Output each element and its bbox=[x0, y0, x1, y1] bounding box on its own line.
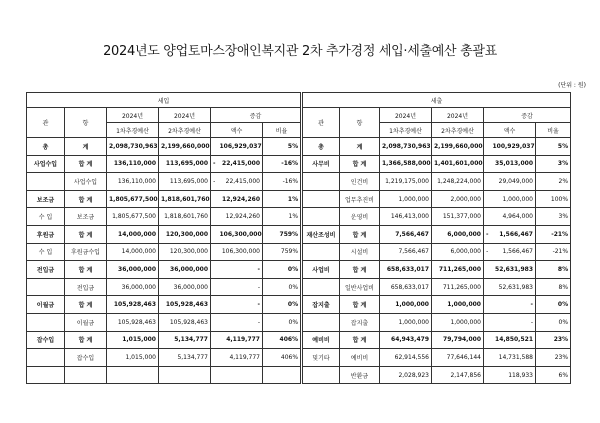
expense-diff-amount-cell: 52,631,983 bbox=[491, 278, 536, 296]
expense-budget2-cell: 79,794,000 bbox=[432, 331, 484, 349]
income-budget2-cell bbox=[159, 366, 211, 384]
expense-table-row bbox=[303, 243, 571, 261]
income-diff-amount-cell: 4,119,777 bbox=[218, 349, 263, 367]
income-diff-rate-cell: 1% bbox=[263, 208, 301, 226]
income-table-row bbox=[27, 190, 301, 208]
income-hang-cell: 잡수입 bbox=[65, 349, 107, 367]
income-diff-rate-cell: 406% bbox=[263, 349, 301, 367]
income-header-diff-amount: 액수 bbox=[211, 123, 263, 138]
income-section-label: 세입 bbox=[27, 93, 301, 108]
income-budget2-cell: 105,928,463 bbox=[159, 296, 211, 314]
expense-budget1-cell: 658,633,017 bbox=[380, 278, 432, 296]
expense-diff-rate-cell: 2% bbox=[536, 173, 571, 191]
expense-table-row bbox=[303, 313, 571, 331]
expense-gwan-cell bbox=[303, 190, 340, 208]
income-minus-cell bbox=[211, 313, 218, 331]
income-section-row bbox=[27, 93, 301, 108]
income-budget2-cell: 113,695,000 bbox=[159, 173, 211, 191]
expense-budget1-cell: 64,943,479 bbox=[380, 331, 432, 349]
income-budget2-cell: 36,000,000 bbox=[159, 278, 211, 296]
expense-budget2-cell: 711,265,000 bbox=[432, 261, 484, 279]
expense-hang-cell: 예비비 bbox=[340, 349, 380, 367]
income-header-row bbox=[27, 108, 301, 123]
income-diff-rate-cell: 0% bbox=[263, 313, 301, 331]
expense-minus-cell bbox=[484, 208, 491, 226]
expense-gwan-cell: 재산조성비 bbox=[303, 225, 340, 243]
income-table-row bbox=[27, 313, 301, 331]
income-gwan-cell bbox=[27, 366, 65, 384]
expense-budget2-cell: 1,000,000 bbox=[432, 296, 484, 314]
income-minus-cell bbox=[211, 278, 218, 296]
income-hang-cell: 보조금 bbox=[65, 208, 107, 226]
income-hang-cell: 계 bbox=[65, 138, 107, 156]
income-diff-rate-cell: 0% bbox=[263, 261, 301, 279]
expense-budget2-cell: 77,646,144 bbox=[432, 349, 484, 367]
expense-header-gwan: 관 bbox=[303, 108, 340, 138]
expense-table-row bbox=[303, 190, 571, 208]
expense-diff-rate-cell: 0% bbox=[536, 313, 571, 331]
income-minus-cell bbox=[211, 208, 218, 226]
income-hang-cell: 후원금수입 bbox=[65, 243, 107, 261]
expense-minus-cell bbox=[484, 349, 491, 367]
income-table-row bbox=[27, 331, 301, 349]
expense-diff-rate-cell: 3% bbox=[536, 208, 571, 226]
expense-table-row bbox=[303, 208, 571, 226]
income-header-col2-year: 2024년 bbox=[159, 108, 211, 123]
income-hang-cell: 사업수입 bbox=[65, 173, 107, 191]
income-header-col1-name: 1차추경예산 bbox=[107, 123, 159, 138]
expense-budget2-cell: 151,377,000 bbox=[432, 208, 484, 226]
income-diff-rate-cell bbox=[263, 366, 301, 384]
expense-diff-amount-cell: 35,013,000 bbox=[491, 155, 536, 173]
expense-header-col1-year: 2024년 bbox=[380, 108, 432, 123]
expense-budget1-cell: 658,633,017 bbox=[380, 261, 432, 279]
income-gwan-cell bbox=[27, 278, 65, 296]
income-header-col2-name: 2차추경예산 bbox=[159, 123, 211, 138]
income-header-hang: 항 bbox=[65, 108, 107, 138]
expense-budget1-cell: 7,566,467 bbox=[380, 243, 432, 261]
income-gwan-cell: 수 입 bbox=[27, 208, 65, 226]
expense-budget2-cell: 1,248,224,000 bbox=[432, 173, 484, 191]
income-diff-amount-cell: - bbox=[218, 278, 263, 296]
income-budget1-cell: 1,805,677,500 bbox=[107, 208, 159, 226]
income-minus-cell bbox=[211, 225, 218, 243]
income-diff-rate-cell: 1% bbox=[263, 190, 301, 208]
income-table-row bbox=[27, 138, 301, 156]
income-gwan-cell bbox=[27, 313, 65, 331]
expense-table-row bbox=[303, 366, 571, 384]
income-header-diff-rate: 비율 bbox=[263, 123, 301, 138]
income-gwan-cell: 사업수입 bbox=[27, 155, 65, 173]
income-minus-cell: - bbox=[211, 173, 218, 191]
income-diff-amount-cell: 106,300,000 bbox=[218, 225, 263, 243]
expense-diff-amount-cell: 52,631,983 bbox=[491, 261, 536, 279]
income-gwan-cell: 총 bbox=[27, 138, 65, 156]
expense-budget2-cell: 1,401,601,000 bbox=[432, 155, 484, 173]
income-minus-cell bbox=[211, 296, 218, 314]
expense-minus-cell bbox=[484, 313, 491, 331]
expense-table-row bbox=[303, 261, 571, 279]
expense-gwan-cell bbox=[303, 243, 340, 261]
expense-hang-cell: 인건비 bbox=[340, 173, 380, 191]
expense-hang-cell: 합 계 bbox=[340, 331, 380, 349]
income-budget2-cell: 113,695,000 bbox=[159, 155, 211, 173]
expense-minus-cell bbox=[484, 366, 491, 384]
expense-gwan-cell: 총 bbox=[303, 138, 340, 156]
income-hang-cell: 합 계 bbox=[65, 296, 107, 314]
expense-table-row bbox=[303, 138, 571, 156]
income-budget1-cell: 36,000,000 bbox=[107, 278, 159, 296]
expense-minus-cell: - bbox=[484, 243, 491, 261]
expense-budget2-cell: 6,000,000 bbox=[432, 243, 484, 261]
income-table-body bbox=[27, 93, 301, 384]
income-budget1-cell bbox=[107, 366, 159, 384]
expense-header-diff-amount: 액수 bbox=[484, 123, 536, 138]
page-title: 2024년도 양업토마스장애인복지관 2차 추가경정 세입·세출예산 총괄표 bbox=[103, 44, 497, 59]
expense-diff-amount-cell: 1,566,467 bbox=[491, 225, 536, 243]
income-budget1-cell: 1,015,000 bbox=[107, 349, 159, 367]
income-budget1-cell: 1,015,000 bbox=[107, 331, 159, 349]
expense-minus-cell bbox=[484, 155, 491, 173]
income-budget1-cell: 105,928,463 bbox=[107, 313, 159, 331]
income-minus-cell bbox=[211, 331, 218, 349]
income-minus-cell: - bbox=[211, 155, 218, 173]
income-budget1-cell: 1,805,677,500 bbox=[107, 190, 159, 208]
income-table-row bbox=[27, 366, 301, 384]
expense-header-hang: 항 bbox=[340, 108, 380, 138]
expense-diff-amount-cell: 118,933 bbox=[491, 366, 536, 384]
income-hang-cell: 합 계 bbox=[65, 155, 107, 173]
income-hang-cell: 이월금 bbox=[65, 313, 107, 331]
expense-budget1-cell: 1,000,000 bbox=[380, 296, 432, 314]
expense-minus-cell bbox=[484, 190, 491, 208]
expense-budget1-cell: 1,000,000 bbox=[380, 313, 432, 331]
expense-budget1-cell: 62,914,556 bbox=[380, 349, 432, 367]
income-diff-rate-cell: 5% bbox=[263, 138, 301, 156]
income-diff-rate-cell: 0% bbox=[263, 296, 301, 314]
expense-minus-cell bbox=[484, 138, 491, 156]
income-diff-rate-cell: -16% bbox=[263, 173, 301, 191]
income-table-row bbox=[27, 278, 301, 296]
income-budget1-cell: 136,110,000 bbox=[107, 155, 159, 173]
income-diff-amount-cell: 22,415,000 bbox=[218, 173, 263, 191]
income-budget1-cell: 136,110,000 bbox=[107, 173, 159, 191]
income-table-row bbox=[27, 243, 301, 261]
expense-budget2-cell: 2,147,856 bbox=[432, 366, 484, 384]
expense-budget2-cell: 2,000,000 bbox=[432, 190, 484, 208]
expense-table-row bbox=[303, 331, 571, 349]
income-diff-amount-cell bbox=[218, 366, 263, 384]
income-budget1-cell: 14,000,000 bbox=[107, 243, 159, 261]
expense-hang-cell: 합 계 bbox=[340, 225, 380, 243]
expense-table-body bbox=[303, 93, 571, 384]
expense-hang-cell: 운영비 bbox=[340, 208, 380, 226]
income-minus-cell bbox=[211, 261, 218, 279]
expense-budget2-cell: 711,265,000 bbox=[432, 278, 484, 296]
expense-diff-amount-cell: 4,964,000 bbox=[491, 208, 536, 226]
income-table-row bbox=[27, 155, 301, 173]
expense-diff-amount-cell: 14,731,588 bbox=[491, 349, 536, 367]
income-diff-rate-cell: 0% bbox=[263, 278, 301, 296]
expense-diff-amount-cell: 1,566,467 bbox=[491, 243, 536, 261]
expense-diff-rate-cell: 100% bbox=[536, 190, 571, 208]
expense-table-row bbox=[303, 225, 571, 243]
income-minus-cell bbox=[211, 349, 218, 367]
expense-diff-rate-cell: 6% bbox=[536, 366, 571, 384]
expense-hang-cell: 일반사업비 bbox=[340, 278, 380, 296]
expense-diff-rate-cell: -21% bbox=[536, 243, 571, 261]
expense-gwan-cell bbox=[303, 208, 340, 226]
income-budget2-cell: 5,134,777 bbox=[159, 331, 211, 349]
income-diff-amount-cell: - bbox=[218, 261, 263, 279]
income-diff-amount-cell: 4,119,777 bbox=[218, 331, 263, 349]
income-budget1-cell: 2,098,730,963 bbox=[107, 138, 159, 156]
income-budget1-cell: 36,000,000 bbox=[107, 261, 159, 279]
expense-diff-rate-cell: -21% bbox=[536, 225, 571, 243]
income-hang-cell bbox=[65, 366, 107, 384]
income-table-row bbox=[27, 296, 301, 314]
income-minus-cell bbox=[211, 138, 218, 156]
expense-table-row bbox=[303, 349, 571, 367]
income-gwan-cell: 잡수입 bbox=[27, 331, 65, 349]
expense-budget1-cell: 1,366,588,000 bbox=[380, 155, 432, 173]
income-gwan-cell: 이월금 bbox=[27, 296, 65, 314]
expense-hang-cell: 반환금 bbox=[340, 366, 380, 384]
expense-gwan-cell: 사업비 bbox=[303, 261, 340, 279]
income-table-row bbox=[27, 208, 301, 226]
expense-hang-cell: 시설비 bbox=[340, 243, 380, 261]
income-header-gwan: 관 bbox=[27, 108, 65, 138]
expense-diff-rate-cell: 0% bbox=[536, 296, 571, 314]
expense-gwan-cell: 사무비 bbox=[303, 155, 340, 173]
expense-budget2-cell: 1,000,000 bbox=[432, 313, 484, 331]
expense-section-label: 세출 bbox=[303, 93, 571, 108]
income-table bbox=[26, 92, 301, 384]
income-budget2-cell: 1,818,601,760 bbox=[159, 208, 211, 226]
income-minus-cell bbox=[211, 366, 218, 384]
income-hang-cell: 전입금 bbox=[65, 278, 107, 296]
expense-table-row bbox=[303, 296, 571, 314]
income-gwan-cell bbox=[27, 349, 65, 367]
income-budget2-cell: 120,300,000 bbox=[159, 225, 211, 243]
income-gwan-cell: 수 입 bbox=[27, 243, 65, 261]
expense-hang-cell: 합 계 bbox=[340, 296, 380, 314]
income-diff-amount-cell: - bbox=[218, 313, 263, 331]
income-table-row bbox=[27, 173, 301, 191]
income-budget2-cell: 120,300,000 bbox=[159, 243, 211, 261]
expense-diff-rate-cell: 23% bbox=[536, 349, 571, 367]
expense-header-row bbox=[303, 108, 571, 123]
income-budget2-cell: 36,000,000 bbox=[159, 261, 211, 279]
expense-hang-cell: 업무추진비 bbox=[340, 190, 380, 208]
income-gwan-cell: 전입금 bbox=[27, 261, 65, 279]
expense-header-col2-name: 2차추경예산 bbox=[432, 123, 484, 138]
income-budget2-cell: 5,134,777 bbox=[159, 349, 211, 367]
expense-budget1-cell: 2,098,730,963 bbox=[380, 138, 432, 156]
expense-minus-cell bbox=[484, 296, 491, 314]
expense-budget1-cell: 1,219,175,000 bbox=[380, 173, 432, 191]
income-table-row bbox=[27, 349, 301, 367]
expense-hang-cell: 계 bbox=[340, 138, 380, 156]
expense-hang-cell: 잡지출 bbox=[340, 313, 380, 331]
expense-header-diff-rate: 비율 bbox=[536, 123, 571, 138]
expense-hang-cell: 합 계 bbox=[340, 261, 380, 279]
expense-diff-rate-cell: 8% bbox=[536, 261, 571, 279]
income-hang-cell: 합 계 bbox=[65, 190, 107, 208]
expense-minus-cell: - bbox=[484, 225, 491, 243]
expense-diff-amount-cell: - bbox=[491, 296, 536, 314]
unit-label: (단위 : 원) bbox=[558, 82, 586, 89]
expense-table-row bbox=[303, 155, 571, 173]
expense-gwan-cell: 예비비 bbox=[303, 331, 340, 349]
income-diff-rate-cell: 406% bbox=[263, 331, 301, 349]
expense-header-col1-name: 1차추경예산 bbox=[380, 123, 432, 138]
income-minus-cell bbox=[211, 190, 218, 208]
income-table-row bbox=[27, 261, 301, 279]
income-table-row bbox=[27, 225, 301, 243]
income-diff-rate-cell: 759% bbox=[263, 225, 301, 243]
expense-budget1-cell: 1,000,000 bbox=[380, 190, 432, 208]
expense-gwan-cell: 잡지출 bbox=[303, 296, 340, 314]
expense-hang-cell: 합 계 bbox=[340, 155, 380, 173]
expense-diff-amount-cell: - bbox=[491, 313, 536, 331]
income-minus-cell bbox=[211, 243, 218, 261]
expense-minus-cell bbox=[484, 173, 491, 191]
expense-gwan-cell bbox=[303, 313, 340, 331]
expense-diff-amount-cell: 29,049,000 bbox=[491, 173, 536, 191]
income-diff-amount-cell: 12,924,260 bbox=[218, 190, 263, 208]
income-budget1-cell: 105,928,463 bbox=[107, 296, 159, 314]
income-gwan-cell: 후원금 bbox=[27, 225, 65, 243]
income-header-diff: 증감 bbox=[211, 108, 301, 123]
income-hang-cell: 합 계 bbox=[65, 261, 107, 279]
income-budget1-cell: 14,000,000 bbox=[107, 225, 159, 243]
expense-diff-amount-cell: 1,000,000 bbox=[491, 190, 536, 208]
expense-table bbox=[302, 92, 571, 384]
expense-diff-rate-cell: 3% bbox=[536, 155, 571, 173]
income-budget2-cell: 105,928,463 bbox=[159, 313, 211, 331]
income-header-col1-year: 2024년 bbox=[107, 108, 159, 123]
expense-minus-cell bbox=[484, 331, 491, 349]
income-diff-rate-cell: 759% bbox=[263, 243, 301, 261]
expense-budget1-cell: 2,028,923 bbox=[380, 366, 432, 384]
income-diff-amount-cell: 106,300,000 bbox=[218, 243, 263, 261]
expense-budget2-cell: 6,000,000 bbox=[432, 225, 484, 243]
expense-diff-rate-cell: 5% bbox=[536, 138, 571, 156]
income-gwan-cell: 보조금 bbox=[27, 190, 65, 208]
expense-section-row bbox=[303, 93, 571, 108]
expense-diff-amount-cell: 14,850,521 bbox=[491, 331, 536, 349]
income-diff-rate-cell: -16% bbox=[263, 155, 301, 173]
expense-budget2-cell: 2,199,660,000 bbox=[432, 138, 484, 156]
expense-table-row bbox=[303, 173, 571, 191]
expense-budget1-cell: 146,413,000 bbox=[380, 208, 432, 226]
expense-header-col2-year: 2024년 bbox=[432, 108, 484, 123]
expense-diff-rate-cell: 8% bbox=[536, 278, 571, 296]
expense-diff-amount-cell: 100,929,037 bbox=[491, 138, 536, 156]
expense-diff-rate-cell: 23% bbox=[536, 331, 571, 349]
expense-table-row bbox=[303, 278, 571, 296]
expense-gwan-cell bbox=[303, 278, 340, 296]
expense-gwan-cell bbox=[303, 366, 340, 384]
income-diff-amount-cell: - bbox=[218, 296, 263, 314]
expense-minus-cell bbox=[484, 261, 491, 279]
expense-gwan-cell bbox=[303, 173, 340, 191]
income-budget2-cell: 2,199,660,000 bbox=[159, 138, 211, 156]
expense-header-diff: 증감 bbox=[484, 108, 571, 123]
expense-gwan-cell: 및기타 bbox=[303, 349, 340, 367]
income-diff-amount-cell: 106,929,037 bbox=[218, 138, 263, 156]
income-budget2-cell: 1,818,601,760 bbox=[159, 190, 211, 208]
income-hang-cell: 합 계 bbox=[65, 225, 107, 243]
expense-budget1-cell: 7,566,467 bbox=[380, 225, 432, 243]
income-diff-amount-cell: 12,924,260 bbox=[218, 208, 263, 226]
income-hang-cell: 합 계 bbox=[65, 331, 107, 349]
income-gwan-cell bbox=[27, 173, 65, 191]
expense-minus-cell bbox=[484, 278, 491, 296]
income-diff-amount-cell: 22,415,000 bbox=[218, 155, 263, 173]
